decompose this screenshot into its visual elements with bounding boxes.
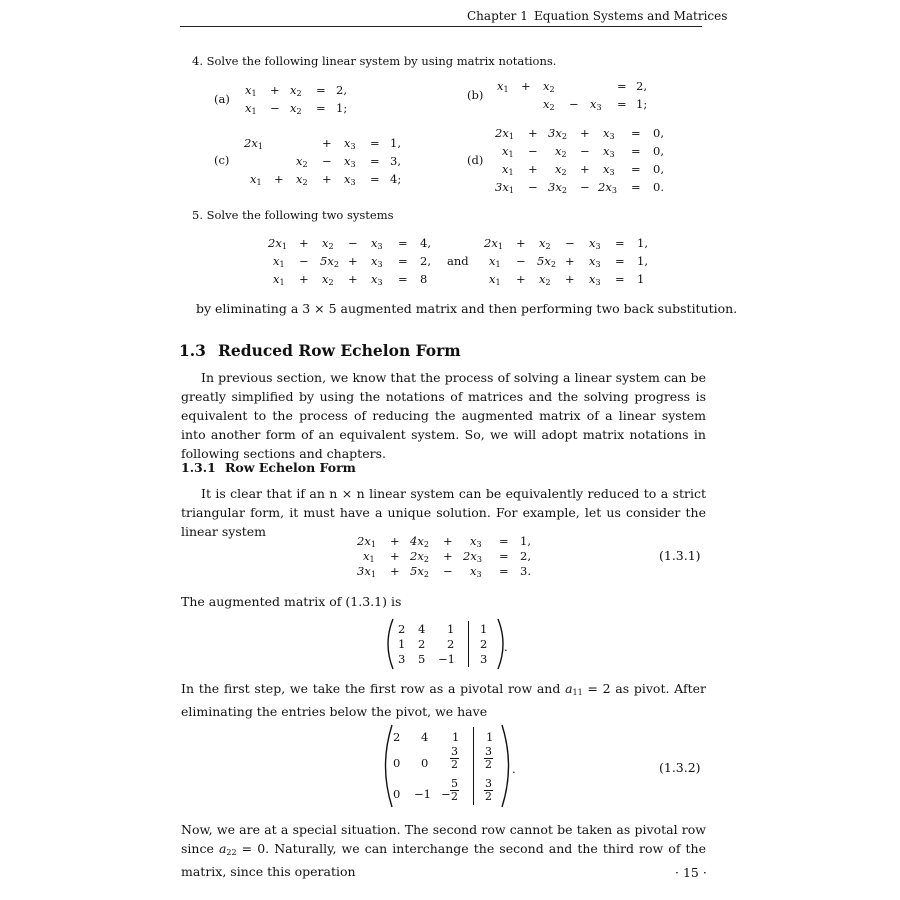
equation-label-2: (1.3.2) bbox=[659, 760, 701, 775]
first-step-text: In the first step, we take the first row as a pivotal row and $a_{11} = 2$ as pivot. After eliminating the entries below the pivot, we have bbox=[181, 681, 706, 719]
page-number: · 15 · bbox=[675, 865, 707, 880]
left-paren-2 bbox=[378, 723, 394, 809]
problem-5-intro: 5. Solve the following two systems bbox=[192, 208, 394, 222]
header-rule bbox=[180, 26, 702, 27]
label-d: (d) bbox=[467, 153, 484, 167]
subsection-intro: It is clear that if an n × n linear system can be equivalently reduced to a strict triangular form, it must have a unique solution. For example, let us consider the linear system bbox=[181, 486, 706, 539]
augmented-intro: The augmented matrix of (1.3.1) is bbox=[181, 594, 402, 609]
section-number: 1.3 bbox=[179, 341, 206, 360]
label-a: (a) bbox=[214, 92, 230, 106]
chapter-label: Chapter 1 bbox=[467, 9, 528, 23]
special-situation-text: Now, we are at a special situation. The second row cannot be taken as pivotal row since $a_{22} = 0$. Naturally, we can interchange the second and the third row of the matrix, since this operation bbox=[181, 822, 706, 879]
problem-5-after: by eliminating a 3 × 5 augmented matrix and then performing two back substitution. bbox=[196, 301, 738, 316]
left-paren bbox=[381, 617, 395, 671]
section-title: Reduced Row Echelon Form bbox=[218, 341, 461, 360]
right-paren bbox=[496, 617, 510, 671]
label-c: (c) bbox=[214, 153, 230, 167]
subsection-number: 1.3.1 bbox=[181, 460, 216, 475]
and-word: and bbox=[447, 254, 469, 268]
subsection-title: Row Echelon Form bbox=[225, 460, 356, 475]
chapter-title: Equation Systems and Matrices bbox=[534, 9, 728, 23]
equation-label-1: (1.3.1) bbox=[659, 548, 701, 563]
problem-4-intro: 4. Solve the following linear system by using matrix notations. bbox=[192, 54, 557, 68]
section-intro: In previous section, we know that the process of solving a linear system can be greatly simplified by using the notations of matrices and the solving progress is equivalent to the process of reducing the augmented matrix of a linear system into another form of an equivalent system. So, we will adopt matrix notations in following sections and chapters. bbox=[181, 370, 706, 461]
label-b: (b) bbox=[467, 88, 484, 102]
